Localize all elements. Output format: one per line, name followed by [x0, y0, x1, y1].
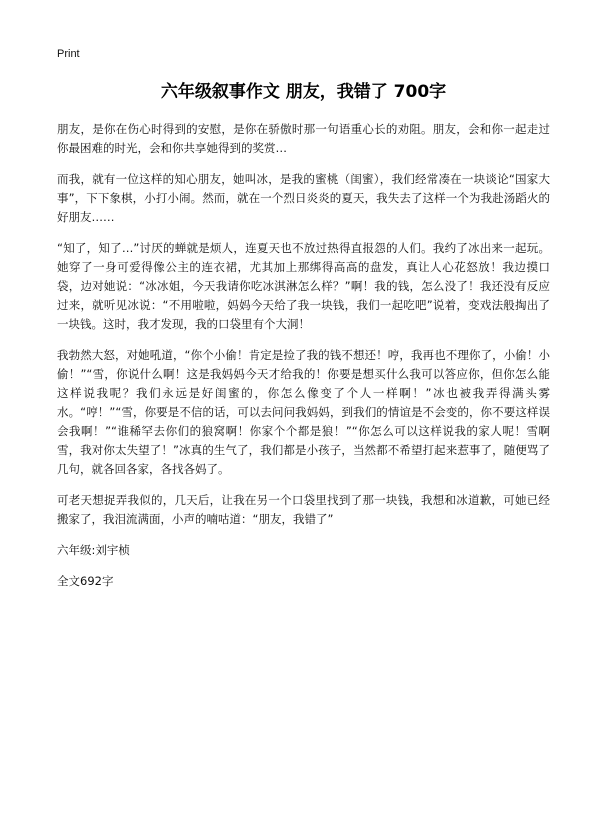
paragraph-3: “知了，知了…”讨厌的蝉就是烦人，连夏天也不放过热得直报怨的人们。我约了冰出来一起玩。她穿了一身可爱得像公主的连衣裙，尤其加上那绑得高高的盘发，真让人心花怒放！我边摸口袋，边对她说：“冰冰姐，今天我请你吃冰淇淋怎么样？”啊！我的钱，怎么没了！我还没有反应过来，就听见冰说：“不用啦啦，妈妈今天给了我一块钱，我们一起吃吧”说着，变戏法般掏出了一块钱。这时，我才发现，我的口袋里有个大洞！ [57, 241, 550, 331]
print-link[interactable]: Print [57, 48, 80, 60]
author-line: 六年级:刘宇桢 [57, 543, 130, 557]
paragraph-5: 可老天想捉弄我似的，几天后，让我在另一个口袋里找到了那一块钱，我想和冰道歉，可她已经搬家了，我泪流满面，小声的喃咕道：“朋友，我错了” [57, 493, 550, 526]
paragraph-1: 朋友，是你在伤心时得到的安慰，是你在骄傲时那一句语重心长的劝阻。朋友，会和你一起走过你最困难的时光，会和你共享她得到的奖赏… [57, 122, 550, 155]
paragraph-4: 我勃然大怒，对她吼道，“你个小偷！肯定是捡了我的钱不想还！哼，我再也不理你了，小偷！小偷！”“雪，你说什么啊！这是我妈妈今天才给我的！你要是想买什么我可以答应你，但你怎么能这样说我呢？我们永远是好闺蜜的，你怎么像变了个人一样啊！”冰也被我弄得满头雾水。“哼！”“雪，你要是不信的话，可以去问问我妈妈，到我们的情谊是不会变的，你不要这样误会我啊！”“谁稀罕去你们的狼窝啊！你家个个都是狼！”“你怎么可以这样说我的家人呢！雪啊雪，我对你太失望了！”冰真的生气了，我们都是小孩子，当然都不希望打起来惹事了，随便骂了几句，就各回各家，各找各妈了。 [57, 348, 550, 476]
article-body [57, 120, 550, 591]
article-title: 六年级叙事作文 朋友，我错了 700字 [160, 82, 447, 102]
paragraph-2: 而我，就有一位这样的知心朋友，她叫冰，是我的蜜桃（闺蜜），我们经常凑在一块谈论“国家大事”，下下象棋，小打小闹。然而，就在一个烈日炎炎的夏天，我失去了这样一个为我赴汤蹈火的好朋友…… [57, 172, 550, 224]
word-count: 全文692字 [57, 574, 114, 588]
